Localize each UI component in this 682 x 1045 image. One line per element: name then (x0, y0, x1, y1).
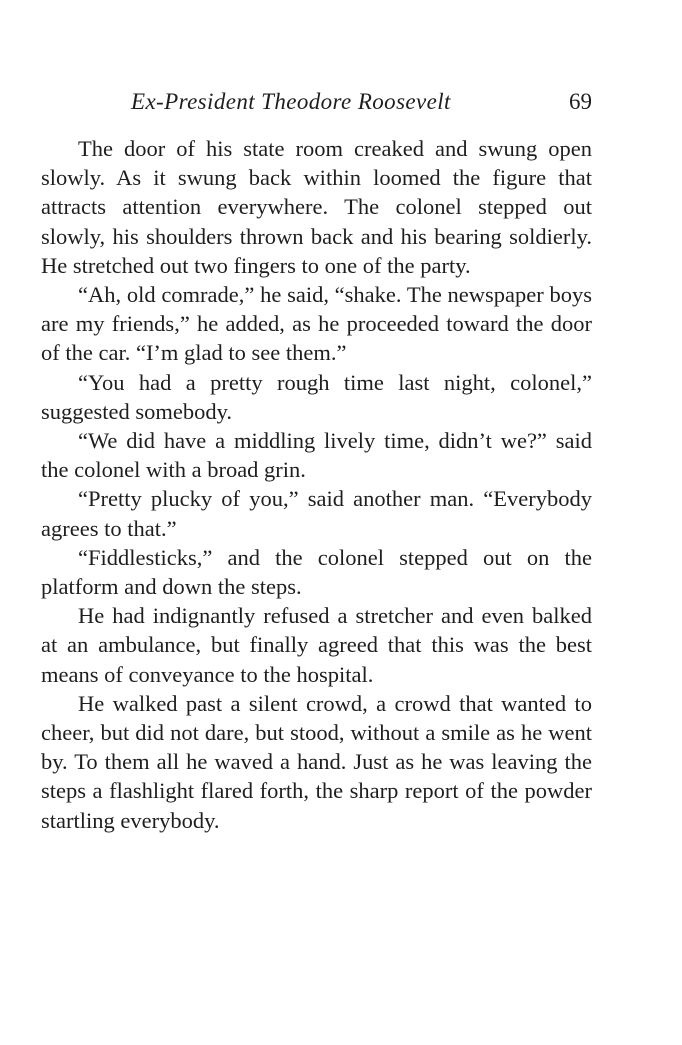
running-title: Ex-President Theodore Roosevelt (131, 89, 451, 114)
paragraph: “Pretty plucky of you,” said another man. “Everybody agrees to that.” (41, 486, 592, 541)
paragraph: “We did have a middling lively time, didn’t we?” said the colonel with a broad grin. (41, 428, 592, 483)
paragraph: He walked past a silent crowd, a crowd that wanted to cheer, but did not dare, but stood, without a smile as he went by. To them all he waved a hand. Just as he was leaving the steps a flashlight flared forth, the sharp report of the powder startling everybody. (41, 690, 592, 833)
paragraph: “Fiddlesticks,” and the colonel stepped out on the platform and down the steps. (41, 544, 592, 600)
paragraph: “Ah, old comrade,” he said, “shake. The newspaper boys are my friends,” he added, as he proceeded toward the door of the car. “I’m glad to see them.” (41, 282, 592, 366)
page-number: 69 (569, 89, 592, 114)
paragraph: “You had a pretty rough time last night, colonel,” suggested somebody. (41, 369, 592, 424)
body-text (41, 134, 592, 835)
paragraph: He had indignantly refused a stretcher and even balked at an ambulance, but finally agreed that this was the best means of conveyance to the hospital. (41, 603, 592, 687)
paragraph: The door of his state room creaked and swung open slowly. As it swung back within loomed the figure that attracts attention everywhere. The colonel stepped out slowly, his shoulders thrown back and his bearing soldierly. He stretched out two fingers to one of the party. (41, 136, 592, 278)
running-head (131, 84, 592, 120)
